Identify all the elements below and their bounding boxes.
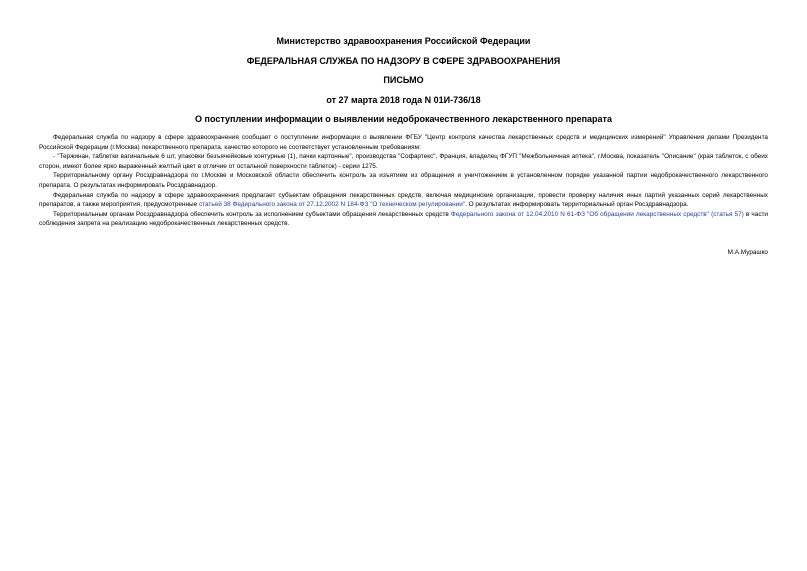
paragraph-4-text-b: . О результатах информировать территориальный орган Росздравнадзора. [465, 201, 689, 209]
paragraph-4 [39, 191, 768, 210]
paragraph-5 [39, 210, 768, 229]
paragraph-4-text-a: Федеральная служба по надзору в сфере здравоохранения предлагает субъектам обращения лекарственных средств, включая медицинские организации, провести проверку наличия иных партий указанных серий лекарственных препаратов, а также мероприятия, предусмотренные [39, 191, 768, 209]
paragraph-5-text-b: в части соблюдения запрета на реализацию недоброкачественных лекарственных средств. [39, 210, 769, 228]
document-subject: О поступлении информации о выявлении недоброкачественного лекарственного препарата [195, 114, 612, 124]
signature: М.А.Мурашко [727, 249, 768, 256]
ministry-heading: Министерство здравоохранения Российской Федерации [276, 36, 531, 46]
law-61-fz-link[interactable]: Федерального закона от 12.04.2010 N 61-ФЗ "Об обращении лекарственных средств" [450, 210, 709, 218]
paragraph-1: Федеральная служба по надзору в сфере здравоохранения сообщает о поступлении информации о выявлении ФГБУ "Центр контроля качества лекарственных средств и медицинских измерений" Управления делами Президента Российской Федерации (г.Москва) лекарственного препарата, качество которого не соответствует установленным требованиям: [39, 134, 768, 151]
service-heading: ФЕДЕРАЛЬНАЯ СЛУЖБА ПО НАДЗОРУ В СФЕРЕ ЗДРАВООХРАНЕНИЯ [246, 56, 561, 66]
document-type: ПИСЬМО [383, 75, 424, 85]
letter-body [39, 133, 768, 229]
paragraph-5-text-a: Территориальным органам Росздравнадзора обеспечить контроль за исполнением субъектами обращения лекарственных средств [53, 210, 451, 218]
law-184-fz-link[interactable]: статьей 38 Федерального закона от 27.12.2002 N 184-ФЗ "О техническом регулировании" [198, 201, 466, 209]
article-57-link[interactable]: (статья 57) [711, 210, 744, 218]
date-number: от 27 марта 2018 года N 01И-736/18 [326, 95, 481, 105]
paragraph-3: Территориальному органу Росздравнадзора по г.Москве и Московской области обеспечить контроль за изъятием из обращения и уничтожением в установленном порядке указанной партии недоброкачественного лекарственного препарата. О результатах информировать Росздравнадзор. [39, 172, 768, 189]
paragraph-2: - "Тержинан, таблетки вагинальные 6 шт, упаковки безъячейковые контурные (1), пачки картонные", производства "Софартекс", Франция, владелец ФГУП "Межбольничная аптека", г.Москва, показатель "Описание" (края таблеток, с обеих сторон, имеют более ярко выраженный желтый цвет в отличие от остальной поверхности таблеток) - серии 1275. [39, 153, 768, 170]
